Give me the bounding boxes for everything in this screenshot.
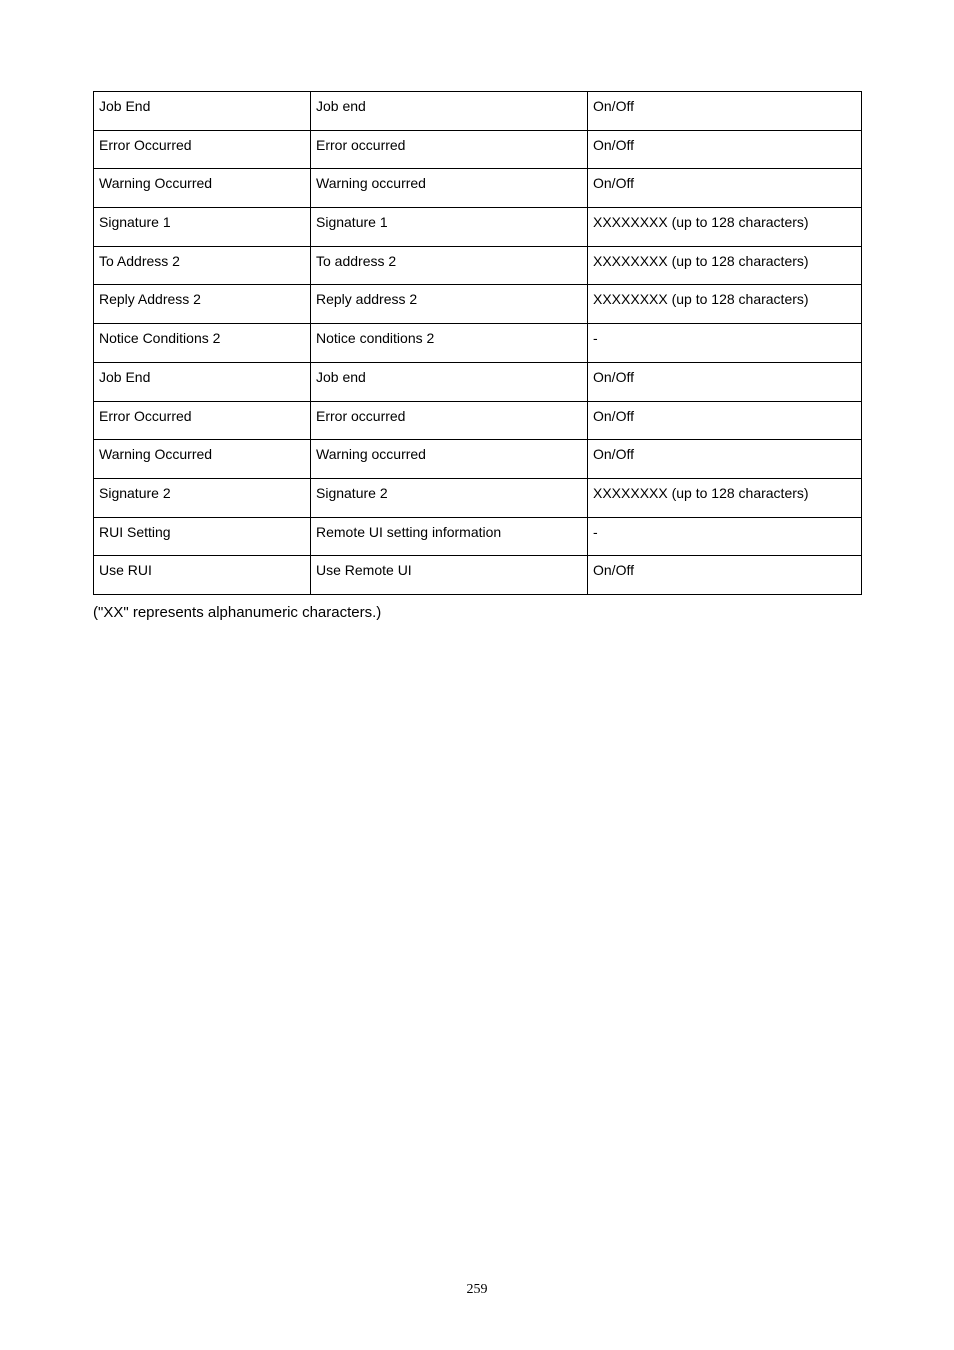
- table-row: [94, 324, 862, 363]
- setting-name-cell: Reply Address 2: [94, 285, 311, 324]
- setting-name-cell: Error Occurred: [94, 401, 311, 440]
- setting-name-cell: Job End: [94, 92, 311, 131]
- page-number: 259: [466, 1282, 488, 1297]
- table-row: [94, 556, 862, 595]
- setting-value-cell: XXXXXXXX (up to 128 characters): [588, 208, 862, 247]
- setting-name-cell: Warning Occurred: [94, 440, 311, 479]
- table-row: [94, 169, 862, 208]
- setting-description-cell: Signature 1: [311, 208, 588, 247]
- setting-description-cell: Error occurred: [311, 130, 588, 169]
- setting-description-cell: Job end: [311, 92, 588, 131]
- setting-name-cell: Job End: [94, 362, 311, 401]
- table-row: [94, 130, 862, 169]
- table-row: [94, 440, 862, 479]
- footnote: ("XX" represents alphanumeric characters.): [93, 604, 382, 621]
- setting-name-cell: Notice Conditions 2: [94, 324, 311, 363]
- table-row: [94, 92, 862, 131]
- setting-value-cell: On/Off: [588, 401, 862, 440]
- setting-name-cell: Error Occurred: [94, 130, 311, 169]
- setting-value-cell: -: [588, 517, 862, 556]
- setting-description-cell: To address 2: [311, 246, 588, 285]
- setting-description-cell: Notice conditions 2: [311, 324, 588, 363]
- setting-name-cell: RUI Setting: [94, 517, 311, 556]
- setting-value-cell: On/Off: [588, 556, 862, 595]
- setting-value-cell: On/Off: [588, 92, 862, 131]
- setting-value-cell: XXXXXXXX (up to 128 characters): [588, 478, 862, 517]
- setting-description-cell: Warning occurred: [311, 440, 588, 479]
- setting-value-cell: XXXXXXXX (up to 128 characters): [588, 285, 862, 324]
- setting-description-cell: Error occurred: [311, 401, 588, 440]
- table-row: [94, 362, 862, 401]
- settings-table: [93, 91, 862, 595]
- setting-name-cell: Warning Occurred: [94, 169, 311, 208]
- table-row: [94, 401, 862, 440]
- setting-description-cell: Reply address 2: [311, 285, 588, 324]
- setting-name-cell: Signature 2: [94, 478, 311, 517]
- setting-value-cell: -: [588, 324, 862, 363]
- setting-value-cell: On/Off: [588, 440, 862, 479]
- setting-description-cell: Use Remote UI: [311, 556, 588, 595]
- setting-description-cell: Remote UI setting information: [311, 517, 588, 556]
- setting-name-cell: Use RUI: [94, 556, 311, 595]
- table-row: [94, 478, 862, 517]
- table-row: [94, 246, 862, 285]
- setting-value-cell: On/Off: [588, 130, 862, 169]
- setting-description-cell: Signature 2: [311, 478, 588, 517]
- table-row: [94, 517, 862, 556]
- setting-description-cell: Warning occurred: [311, 169, 588, 208]
- setting-name-cell: Signature 1: [94, 208, 311, 247]
- setting-value-cell: XXXXXXXX (up to 128 characters): [588, 246, 862, 285]
- setting-name-cell: To Address 2: [94, 246, 311, 285]
- setting-value-cell: On/Off: [588, 169, 862, 208]
- table-row: [94, 208, 862, 247]
- setting-value-cell: On/Off: [588, 362, 862, 401]
- setting-description-cell: Job end: [311, 362, 588, 401]
- table-row: [94, 285, 862, 324]
